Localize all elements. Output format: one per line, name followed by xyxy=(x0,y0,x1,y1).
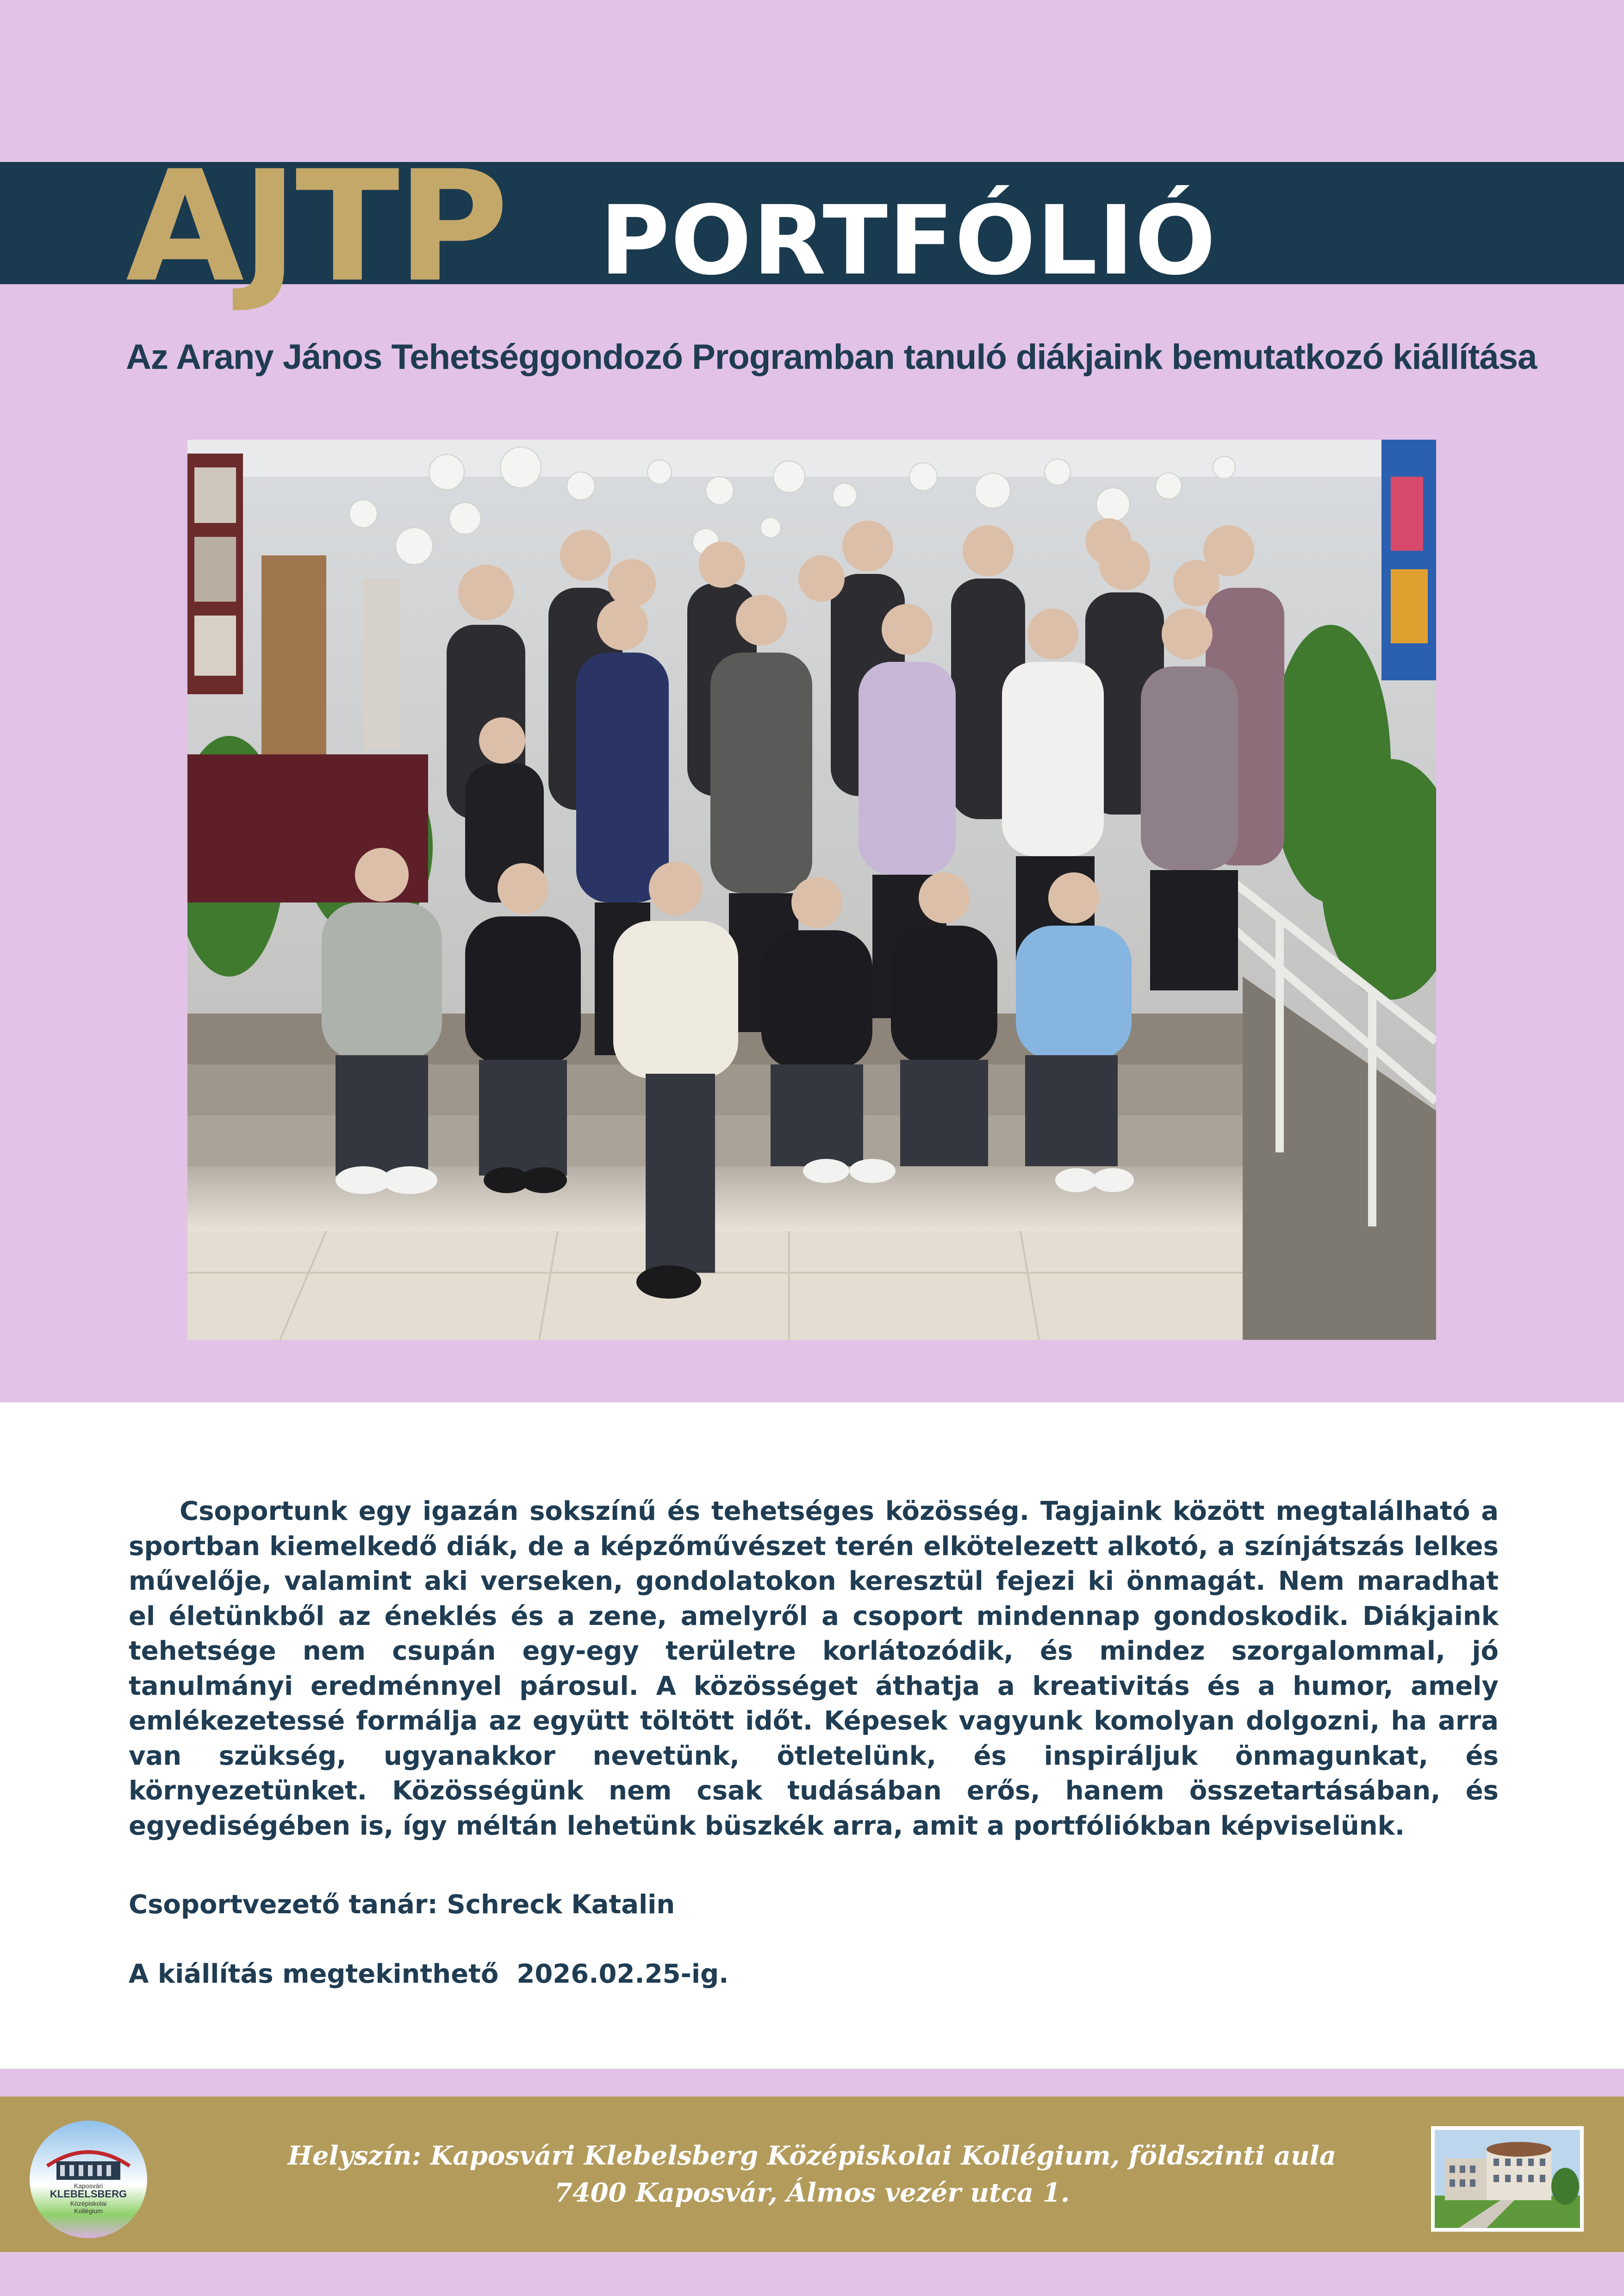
building-image xyxy=(1431,2126,1584,2232)
location-line-1: Helyszín: Kaposvári Klebelsberg Középiskolai Kollégium, földszinti aula xyxy=(287,2140,1337,2171)
group-photo xyxy=(187,440,1436,1340)
page-title: PORTFÓLIÓ xyxy=(600,185,1217,296)
building-photo xyxy=(1431,2126,1584,2232)
footer-band xyxy=(0,2097,1624,2252)
description-text: Csoportunk egy igazán sokszínű és tehetséges közösség. Tagjaink között megtalálható a sportban kiemelkedő diák, de a képzőművészet terén elkötelezett alkotó, a színjátszás lelkes művelője, valamint aki verseken, gondolatokon keresztül fejezi ki önmagát. Nem maradhat el életünkből az éneklés és a zene, amelyről a csoport mindennap gondoskodik. Diákjaink tehetsége nem csupán egy-egy területre korlátozódik, és mindez szorgalommal, jó tanulmányi eredménnyel párosul. A közösséget áthatja a kreativitás és a humor, amely emlékezetessé formálja az együtt töltött időt. Képesek vagyunk komolyan dolgozni, ha arra van szükség, ugyanakkor nevetünk, ötletelünk, és inspiráljuk önmagunkat, és környezetünket. Közösségünk nem csak tudásában erős, hanem összetartásában, és egyediségében is, így méltán lehetünk büszkék arra, amit a portfóliókban képviselünk. xyxy=(129,1496,1499,1841)
exhibition-date: A kiállítás megtekinthető 2026.02.25-ig. xyxy=(129,1959,729,1989)
group-photo-image xyxy=(187,440,1436,1340)
description-paragraph xyxy=(129,1494,1499,1843)
logo-text-3: Középiskolai xyxy=(70,2200,107,2207)
page-subtitle: Az Arany János Tehetséggondozó Programban tanuló diákjaink bemutatkozó kiállítása xyxy=(126,337,1537,377)
logo-text-4: Kollégium xyxy=(74,2207,103,2215)
logo-text-1: Kaposvári xyxy=(74,2182,103,2190)
logo-icon xyxy=(29,2120,148,2239)
title-accent: AJTP xyxy=(126,138,506,316)
location-line-2: 7400 Kaposvár, Álmos vezér utca 1. xyxy=(554,2178,1070,2208)
group-leader: Csoportvezető tanár: Schreck Katalin xyxy=(129,1890,675,1920)
klebelsberg-logo xyxy=(29,2120,148,2239)
logo-text-2: KLEBELSBERG xyxy=(50,2188,127,2200)
